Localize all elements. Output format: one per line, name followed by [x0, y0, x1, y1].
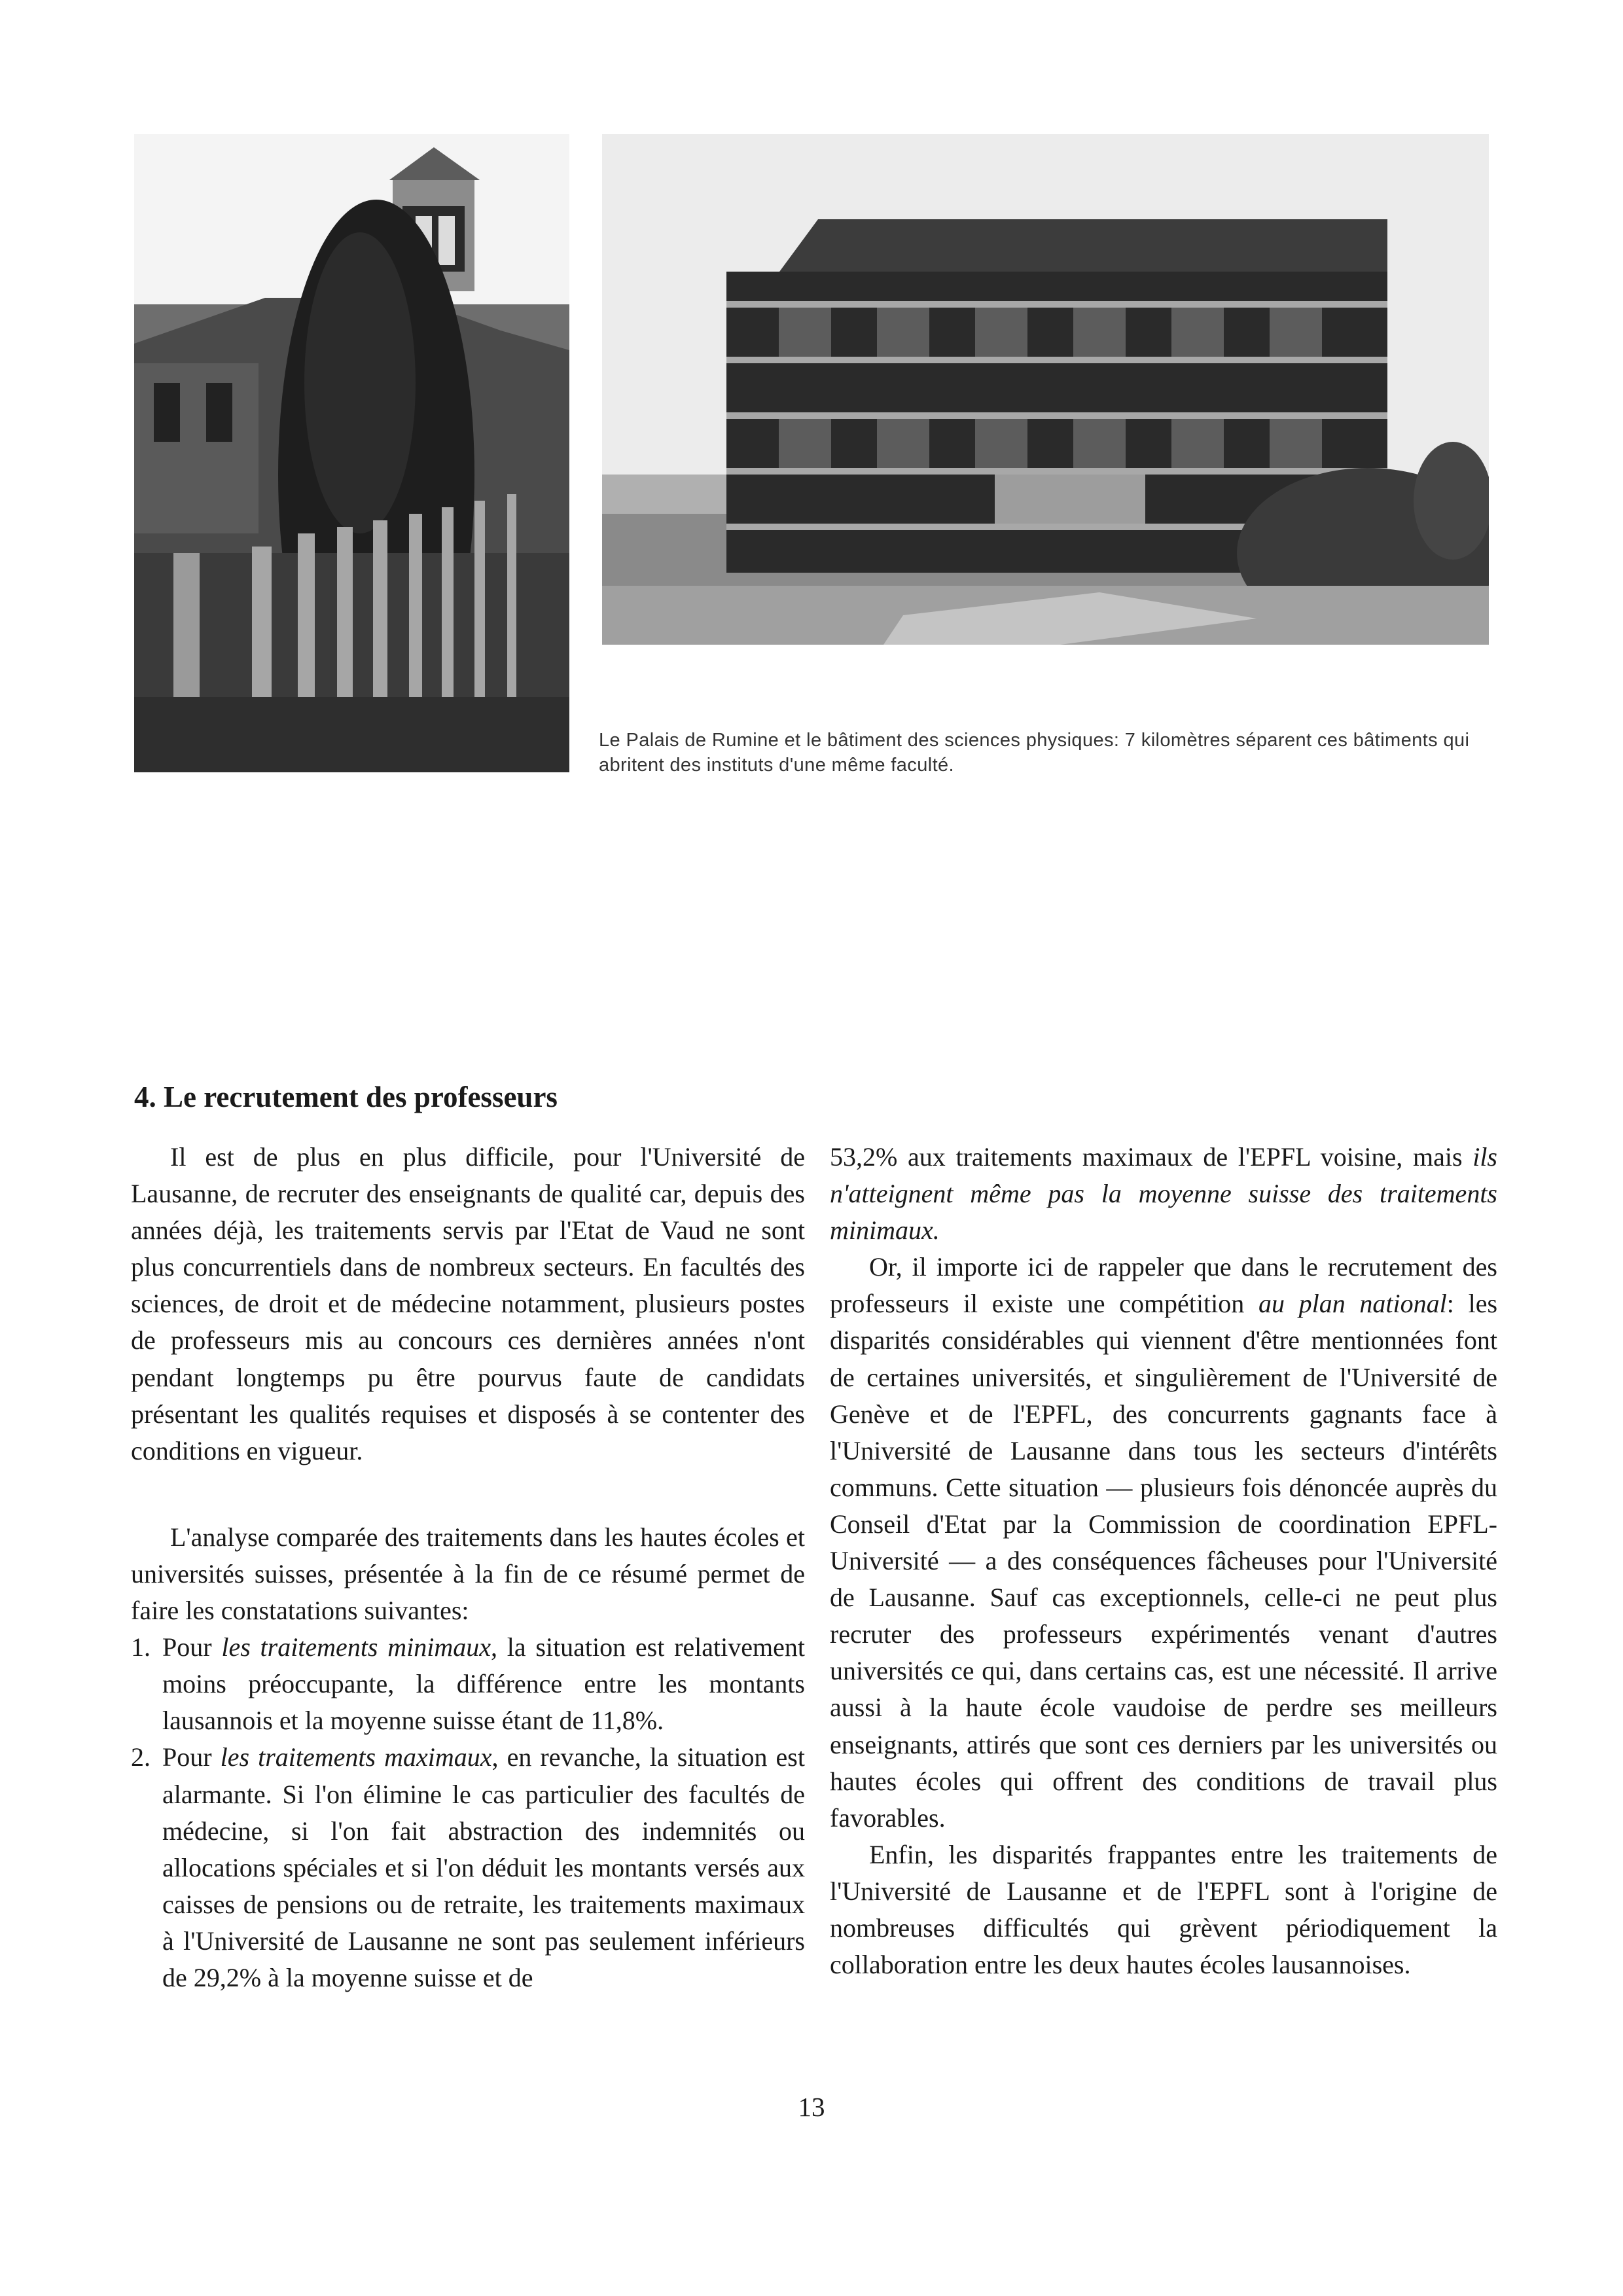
right-paragraph-2: Or, il importe ici de rappeler que dans le recrutement des professeurs il existe une compétition au plan national: les disparités considérables qui viennent d'être mentionnées font de certaines universités, et singulièrement de l'Université de Genève et de l'EPFL, des concurrents gagnants face à l'Université de Lausanne dans tous les secteurs d'intérêts communs. Cette situation — plusieurs fois dénoncée auprès du Conseil d'Etat par la Commission de coordination EPFL-Université — a des conséquences fâcheuses pour l'Université de Lausanne. Sauf cas exceptionnels, celle-ci ne peut plus recruter des professeurs expérimentés venant d'autres universités ce qui, dans certains cas, est une nécessité. Il arrive aussi à la haute école vaudoise de perdre ses meilleurs enseignants, attirés que sont ces derniers par les universités ou hautes écoles qui offrent des conditions de travail plus favorables.	[830, 1252, 1498, 1833]
left-paragraph-2: L'analyse comparée des traitements dans les hautes écoles et universités suisses, présentée à la fin de ce résumé permet de faire les constatations suivantes:	[131, 1522, 805, 1626]
right-column	[830, 1139, 1497, 1983]
left-paragraph-1: Il est de plus en plus difficile, pour l'Université de Lausanne, de recruter des enseignants de qualité car, depuis des années déjà, les traitements servis par l'Etat de Vaud ne sont plus concurrentiels dans de nombreux secteurs. En facultés des sciences, de droit et de médecine notamment, plusieurs postes de professeurs mis au concours ces dernières années n'ont pendant longtemps pu être pourvus faute de candidats présentant les qualités requises et disposés à se contenter des conditions en vigueur.	[131, 1142, 805, 1465]
palais-de-rumine-illustration	[134, 134, 569, 772]
section-heading: 4. Le recrutement des professeurs	[134, 1081, 558, 1113]
figure-caption: Le Palais de Rumine et le bâtiment des sciences physiques: 7 kilomètres séparent ces bâtiments qui abritent des instituts d'une même faculté.	[599, 730, 1470, 776]
photo-palais-de-rumine	[134, 134, 569, 772]
list-item-2-text: Pour les traitements maximaux, en revanche, la situation est alarmante. Si l'on élimine le cas particulier des facultés de médecine, si l'on fait abstraction des indemnités ou allocations spéciales et si l'on déduit les montants versés aux caisses de pensions ou de retraite, les traitements maximaux à l'Université de Lausanne ne sont pas seulement inférieurs de 29,2% à la moyenne suisse et de	[162, 1742, 805, 1992]
list-item-1	[131, 1629, 805, 1739]
right-paragraph-1: 53,2% aux traitements maximaux de l'EPFL voisine, mais ils n'atteignent même pas la moyenne suisse des traitements minimaux.	[830, 1142, 1497, 1246]
list-item-1-text: Pour les traitements minimaux, la situation est relativement moins préoccupante, la différence entre les montants lausannois et la moyenne suisse étant de 11,8%.	[162, 1632, 806, 1736]
right-paragraph-1-emphasis: ils n'atteignent même pas la moyenne suisse des traitements minimaux.	[830, 1142, 1497, 1246]
page-number: 13	[798, 2092, 825, 2122]
list-item-1-number: 1.	[131, 1632, 151, 1662]
list-item-2-number: 2.	[131, 1742, 151, 1772]
list-item-2-emphasis: les traitements maximaux	[220, 1742, 492, 1772]
batiment-sciences-physiques-illustration	[602, 134, 1489, 645]
left-column	[131, 1139, 805, 1996]
right-paragraph-2-emphasis: au plan national	[1258, 1289, 1447, 1319]
photo-batiment-sciences-physiques	[602, 134, 1489, 645]
list-item-2	[131, 1739, 805, 1996]
list-item-1-emphasis: les traitements minimaux	[221, 1632, 491, 1662]
right-paragraph-3: Enfin, les disparités frappantes entre les traitements de l'Université de Lausanne et de l'EPFL sont à l'origine de nombreuses difficultés qui grèvent périodiquement la collaboration entre les deux hautes écoles lausannoises.	[830, 1839, 1497, 1980]
